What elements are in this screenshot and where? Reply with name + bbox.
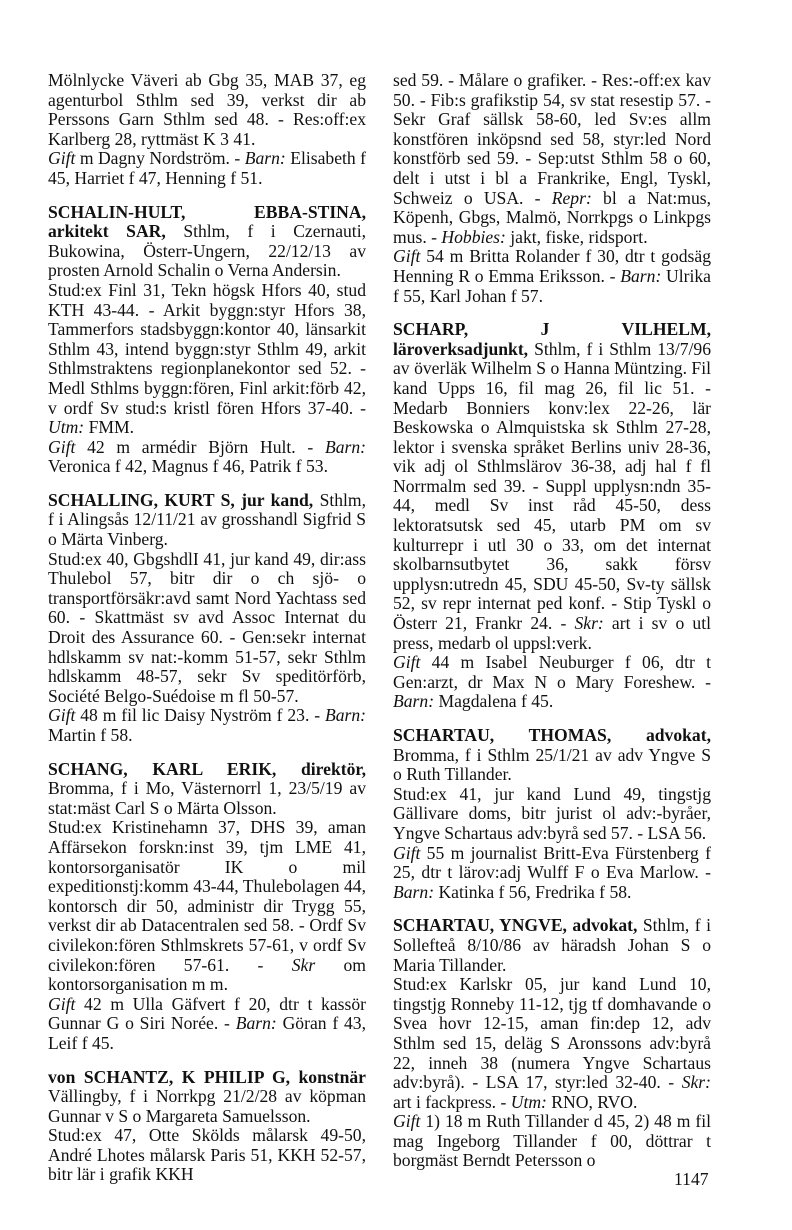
entry-paragraph [48, 149, 366, 188]
entry-paragraph [393, 726, 711, 785]
entry-text: m Dagny Nordström. - [75, 148, 245, 169]
entry-paragraph [393, 247, 711, 306]
entry-text: Stud:ex 40, GbgshdlI 41, jur kand 49, dir:ass Thulebol 57, bitr dir o ch sjö- o transportförsäkr:avd samt Nord Yachtass sed 60. - Skattmäst sv avd Assoc Internat du Droit des Assurance 60. - Gen:sekr internat hdlskamm sv nat:-komm 51-57, sekr Sthlm hdlskamm 48-57, sekr Sv speditörförb, Société Belgo-Suédoise m fl 50-57. [48, 548, 366, 706]
entry [393, 320, 711, 712]
entry-text: Göran f 43, Leif f 45. [48, 1013, 366, 1053]
entry-text: sed 59. - Målare o grafiker. - Res:-off:ex kav 50. - Fib:s grafikstip 54, sv stat resestip 57. - Sekr Graf sällsk 58-60, led Sv:es allm konstfören inköpsnd sed 58, styr:led Nord konstförb sed 59. - Sep:utst Sthlm 58 o 60, delt i utst i bl a Frankrike, Engl, Tyskl, Schweiz o USA. - [393, 70, 711, 208]
entry-label: Barn: [244, 148, 286, 169]
entry-text: art i sv o utl press, medarb ol uppsl:verk. [393, 613, 711, 653]
column-left [48, 71, 366, 1185]
entry [48, 760, 366, 1054]
entry-paragraph [48, 550, 366, 707]
entry-text: om kontorsorganisation m m. [48, 954, 366, 995]
entry-text: Vällingby, f i Norrkpg 21/2/28 av köpman Gunnar v S o Margareta Samuelsson. [48, 1086, 366, 1126]
entry-text: 42 m armédir Björn Hult. - [75, 436, 325, 457]
entry-paragraph [393, 785, 711, 844]
entry-paragraph [48, 1068, 366, 1127]
entry [48, 1068, 366, 1186]
entry [48, 491, 366, 746]
entry-label: Barn: [324, 705, 366, 726]
entry-paragraph [393, 1112, 711, 1171]
entry-label: Barn: [235, 1013, 277, 1034]
entry-heading: SCHARTAU, YNGVE, advokat, [393, 915, 638, 936]
entry-paragraph [393, 916, 711, 975]
entry-paragraph [48, 1126, 366, 1185]
entry-label: Utm: [48, 417, 85, 438]
entry-text: 48 m fil lic Daisy Nyström f 23. - [75, 705, 325, 726]
entry-label: Gift [48, 705, 76, 726]
entry-label: Barn: [393, 691, 435, 712]
entry-text: 1) 18 m Ruth Tillander d 45, 2) 48 m fil mag Ingeborg Tillander f 00, döttrar t borgmäst Berndt Petersson o [393, 1111, 711, 1171]
entry-text: Elisabeth f 45, Harriet f 47, Henning f 51. [48, 148, 366, 188]
entry-label: Barn: [324, 436, 366, 457]
entry-label: Skr: [681, 1072, 711, 1093]
entry-text: Veronica f 42, Magnus f 46, Patrik f 53. [48, 456, 328, 477]
entry-label: Utm: [510, 1091, 547, 1112]
entry-label: Hobbies: [441, 226, 506, 247]
entry-heading: SCHANG, KARL ERIK, direktör, [48, 758, 366, 779]
entry-paragraph [48, 818, 366, 994]
entry-text: Sthlm, f i Sollefteå 8/10/86 av häradsh Johan S o Maria Tillander. [393, 915, 711, 975]
entry-paragraph [393, 653, 711, 712]
entry-heading: von SCHANTZ, K PHILIP G, konstnär [48, 1066, 366, 1087]
entry-paragraph [48, 706, 366, 745]
entry [393, 916, 711, 1171]
entry-label: Gift [393, 652, 421, 673]
entry-label: Gift [48, 436, 76, 457]
column-right [393, 71, 711, 1171]
entry-paragraph [393, 71, 711, 247]
entry-heading: SCHALLING, KURT S, jur kand, [48, 489, 314, 510]
entry-text: Stud:ex Kristinehamn 37, DHS 39, aman Affärsekon forskn:inst 39, tjm LME 41, kontorsorganisatör IK o mil expeditionstj:komm 43-44, Thulebolagen 44, kontorsch dir 50, administr dir Trygg 55, verkst dir ab Datacentralen sed 58. - Ordf Sv civilekon:fören Sthlmskrets 57-61, v ordf Sv civilekon:fören 57-61. - [48, 817, 366, 975]
entry-text: Sthlm, f i Czernauti, Bukowina, Österr-Ungern, 22/12/13 av prosten Arnold Schalin o Verna Andersin. [48, 221, 366, 281]
entry-paragraph [48, 281, 366, 438]
entry-label: Gift [393, 246, 421, 267]
entry-paragraph [48, 438, 366, 477]
entry-paragraph [48, 203, 366, 281]
page-number: 1147 [674, 1169, 709, 1189]
entry [393, 726, 711, 902]
entry-text: Stud:ex 47, Otte Skölds målarsk 49-50, André Lhotes målarsk Paris 51, KKH 52-57, bitr lär i grafik KKH [48, 1125, 366, 1185]
entry-text: Martin f 58. [48, 725, 133, 745]
entry-label: Gift [393, 1111, 421, 1132]
entry-label: Skr: [574, 613, 604, 634]
entry-label: Barn: [620, 265, 662, 286]
entry-text: 42 m Ulla Gäfvert f 20, dtr t kassör Gunnar G o Siri Norée. - [48, 993, 366, 1034]
entry [48, 71, 366, 189]
entry-label: Gift [393, 842, 421, 863]
entry-text: Stud:ex Finl 31, Tekn högsk Hfors 40, stud KTH 43-44. - Arkit byggn:styr Hfors 38, Tammerfors stadsbyggn:kontor 40, länsarkit Sthlm 43, intend byggn:styr Sthlm 49, arkit Sthlmstraktens regionplanekontor sed 52. - Medl Sthlms byggn:fören, Finl arkit:förb 42, v ordf Sv stud:s kristl fören Hfors 37-40. - [48, 279, 366, 418]
entry-paragraph [393, 975, 711, 1112]
entry-text: 55 m journalist Britt-Eva Fürstenberg f 25, dtr t lärov:adj Wulff F o Eva Marlow. - [393, 842, 711, 883]
entry-paragraph [48, 995, 366, 1054]
entry-text: Stud:ex 41, jur kand Lund 49, tingstjg Gällivare doms, bitr jurist ol adv:-byråer, Yngve Schartaus adv:byrå sed 57. - LSA 56. [393, 783, 711, 843]
entry [393, 71, 711, 306]
entry-paragraph [48, 491, 366, 550]
entry-label: Repr: [551, 187, 592, 208]
entry-paragraph [393, 320, 711, 653]
entry-text: Bromma, f i Sthlm 25/1/21 av adv Yngve S o Ruth Tillander. [393, 744, 711, 785]
entry-text: 54 m Britta Rolander f 30, dtr t godsäg Henning R o Emma Eriksson. - [393, 246, 711, 286]
entry-paragraph [48, 71, 366, 149]
entry-text: FMM. [84, 417, 135, 438]
entry-text: RNO, RVO. [546, 1091, 638, 1112]
entry-label: Barn: [393, 881, 435, 902]
entry-label: Gift [48, 148, 76, 169]
entry-text: Sthlm, f i Alingsås 12/11/21 av grosshandl Sigfrid S o Märta Vinberg. [48, 489, 367, 550]
entry-text: jakt, fiske, ridsport. [505, 226, 648, 247]
entry-heading: SCHARTAU, THOMAS, advokat, [393, 725, 711, 745]
entry-text: Stud:ex Karlskr 05, jur kand Lund 10, tingstjg Ronneby 11-12, tjg tf domhavande o Svea hovr 12-15, aman fin:dep 12, adv Sthlm sed 15, deläg S Aronssons adv:byrå 22, inneh 38 (numera Yngve Schartaus adv:byrå). - LSA 17, styr:led 32-40. - [393, 974, 711, 1093]
entry-paragraph [48, 760, 366, 819]
entry-paragraph [393, 844, 711, 903]
entry [48, 203, 366, 477]
entry-heading: SCHARP, J VILHELM, läroverksadjunkt, [393, 319, 711, 359]
entry-text: art i fackpress. - [393, 1091, 511, 1112]
entry-text: Sthlm, f i Sthlm 13/7/96 av överläk Wilhelm S o Hanna Müntzing. Fil kand Upps 16, fil mag 26, fil lic 51. - Medarb Bonniers konv:lex 22-26, lär Beskowska o Almquistska sk Sthlm 27-28, lektor i svenska språket Berlins univ 28-36, vik adj ol Sthlmslärov 36-38, adj hal f fl Norrmalm sed 39. - Suppl upplysn:ndn 35-44, medl Sv inst råd 45-50, dess lektoratsutsk sed 45, utarb PM om sv kulturrepr i utl 30 o 33, om det internat skolbarnsutbytet 36, sakk försv upplysn:utredn 45, SDU 45-50, Sv-ty sällsk 52, sv repr internat ped konf. - Stip Tyskl o Österr 21, Frankr 24. - [393, 338, 711, 634]
entry-text: Mölnlycke Väveri ab Gbg 35, MAB 37, eg agenturbol Sthlm sed 39, verkst dir ab Perssons Garn Sthlm sed 48. - Res:off:ex Karlberg 28, ryttmäst K 3 41. [48, 70, 366, 149]
entry-text: Ulrika f 55, Karl Johan f 57. [393, 265, 711, 306]
entry-text: 44 m Isabel Neuburger f 06, dtr t Gen:arzt, dr Max N o Mary Foreshew. - [393, 652, 711, 692]
entry-text: Bromma, f i Mo, Västernorrl 1, 23/5/19 av stat:mäst Carl S o Märta Olsson. [48, 778, 366, 818]
entry-text: Magdalena f 45. [434, 691, 554, 712]
entry-text: bl a Nat:mus, Köpenh, Gbgs, Malmö, Norrkpgs o Linkpgs mus. - [393, 187, 711, 247]
entry-heading: SCHALIN-HULT, EBBA-STINA, arkitekt SAR, [48, 201, 366, 242]
entry-label: Skr [291, 954, 316, 975]
entry-label: Gift [48, 993, 76, 1014]
entry-text: Katinka f 56, Fredrika f 58. [434, 881, 632, 902]
